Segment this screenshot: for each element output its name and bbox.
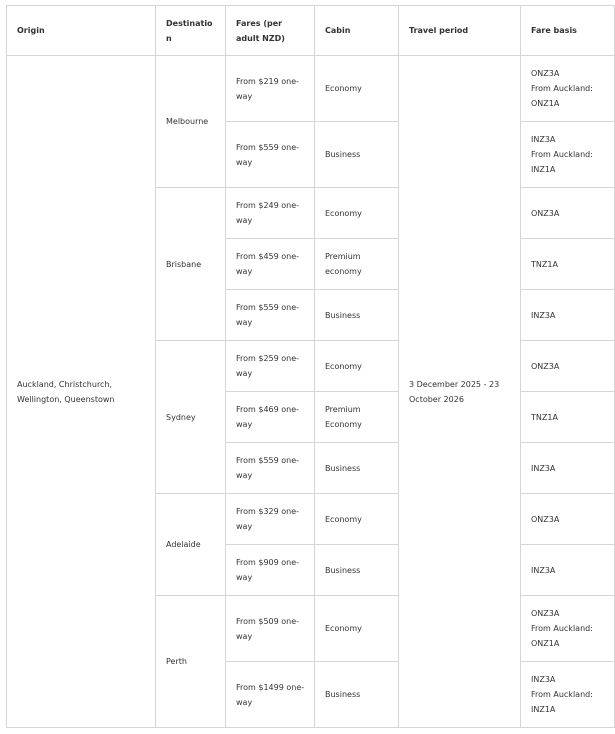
fare-cell: From $509 one-way [226,596,315,662]
fare-cell: From $219 one-way [226,56,315,122]
cabin-cell: Business [315,443,399,494]
fare-cell: From $459 one-way [226,239,315,290]
cabin-cell: Premium economy [315,239,399,290]
fare-basis-cell: ONZ3A [521,494,615,545]
fare-basis-cell: ONZ3A From Auckland: ONZ1A [521,596,615,662]
fare-basis-cell: ONZ3A [521,188,615,239]
fare-basis-cell: TNZ1A [521,239,615,290]
destination-cell-melbourne: Melbourne [156,56,226,188]
cabin-cell: Business [315,290,399,341]
fare-cell: From $329 one-way [226,494,315,545]
fare-basis-cell: INZ3A [521,443,615,494]
fare-basis-cell: INZ3A [521,290,615,341]
fare-cell: From $559 one-way [226,290,315,341]
travel-period-cell: 3 December 2025 - 23 October 2026 [399,56,521,728]
fares-table-body [7,56,615,728]
cabin-cell: Business [315,545,399,596]
header-row [7,6,615,56]
destination-cell-perth: Perth [156,596,226,728]
table-row [7,56,615,122]
fares-table [6,5,615,728]
fare-basis-cell: INZ3A From Auckland: INZ1A [521,662,615,728]
header-fare-basis: Fare basis [521,6,615,56]
destination-cell-brisbane: Brisbane [156,188,226,341]
cabin-cell: Economy [315,56,399,122]
fare-basis-cell: ONZ3A [521,341,615,392]
cabin-cell: Business [315,662,399,728]
fare-cell: From $1499 one-way [226,662,315,728]
fare-cell: From $909 one-way [226,545,315,596]
cabin-cell: Premium Economy [315,392,399,443]
cabin-cell: Business [315,122,399,188]
destination-cell-adelaide: Adelaide [156,494,226,596]
fare-cell: From $249 one-way [226,188,315,239]
fare-basis-cell: TNZ1A [521,392,615,443]
cabin-cell: Economy [315,188,399,239]
cabin-cell: Economy [315,596,399,662]
header-cabin: Cabin [315,6,399,56]
fare-basis-cell: INZ3A From Auckland: INZ1A [521,122,615,188]
fare-basis-cell: INZ3A [521,545,615,596]
header-origin: Origin [7,6,156,56]
fare-basis-cell: ONZ3A From Auckland: ONZ1A [521,56,615,122]
origin-cell: Auckland, Christchurch, Wellington, Queenstown [7,56,156,728]
fares-table-header [7,6,615,56]
header-travel-period: Travel period [399,6,521,56]
fare-cell: From $259 one-way [226,341,315,392]
header-fares: Fares (per adult NZD) [226,6,315,56]
fare-cell: From $559 one-way [226,443,315,494]
fare-cell: From $559 one-way [226,122,315,188]
cabin-cell: Economy [315,341,399,392]
cabin-cell: Economy [315,494,399,545]
destination-cell-sydney: Sydney [156,341,226,494]
header-destination: Destination [156,6,226,56]
fare-cell: From $469 one-way [226,392,315,443]
